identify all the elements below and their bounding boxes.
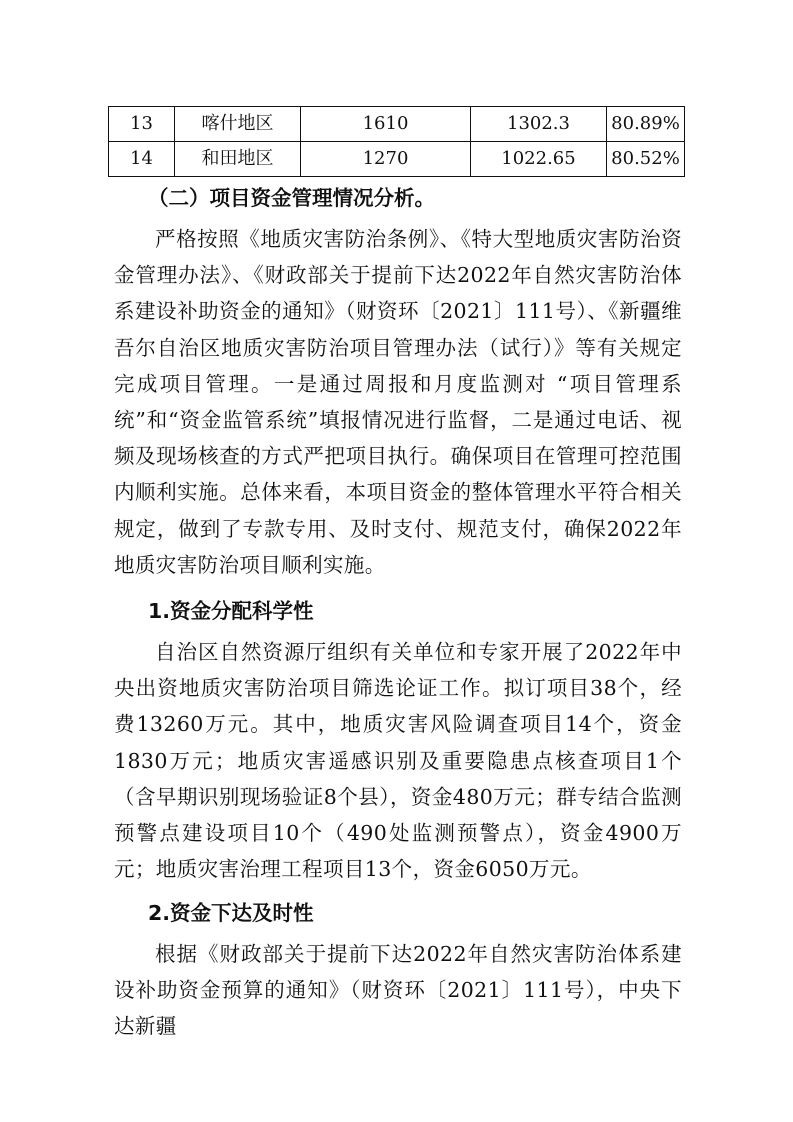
- rate-cell: 80.52%: [607, 142, 685, 177]
- budget-cell: 1610: [301, 107, 471, 142]
- subsection-heading-1: 1.资金分配科学性: [148, 599, 314, 623]
- timeliness-paragraph: 根据《财政部关于提前下达2022年自然灾害防治体系建设补助资金预算的通知》（财资环〔2021〕111号），中央下达新疆: [114, 942, 682, 1039]
- allocation-section: [114, 634, 682, 887]
- funding-table: [108, 106, 685, 177]
- rate-cell: 80.89%: [607, 107, 685, 142]
- timeliness-section: [114, 936, 682, 1045]
- region-cell: 喀什地区: [175, 107, 301, 142]
- table-row: [109, 107, 685, 142]
- section-paragraph: [114, 221, 682, 583]
- management-paragraph: 严格按照《地质灾害防治条例》、《特大型地质灾害防治资金管理办法》、《财政部关于提前下达2022年自然灾害防治体系建设补助资金的通知》（财资环〔2021〕111号）、《新疆维吾尔自治区地质灾害防治项目管理办法（试行）》等有关规定完成项目管理。一是通过周报和月度监测对 “项目管理系统”和“资金监管系统”填报情况进行监督，二是通过电话、视频及现场核查的方式严把项目执行。确保项目在管理可控范围内顺利实施。总体来看，本项目资金的整体管理水平符合相关规定，做到了专款专用、及时支付、规范支付，确保2022年地质灾害防治项目顺利实施。: [114, 227, 682, 577]
- allocation-paragraph: 自治区自然资源厅组织有关单位和专家开展了2022年中央出资地质灾害防治项目筛选论证工作。拟订项目38个，经费13260万元。其中，地质灾害风险调查项目14个，资金1830万元；地质灾害遥感识别及重要隐患点核查项目1个（含早期识别现场验证8个县），资金480万元；群专结合监测预警点建设项目10个（490处监测预警点），资金4900万元；地质灾害治理工程项目13个，资金6050万元。: [114, 640, 682, 882]
- row-index-cell: 14: [109, 142, 175, 177]
- table-row: [109, 142, 685, 177]
- spent-cell: 1302.3: [471, 107, 607, 142]
- spent-cell: 1022.65: [471, 142, 607, 177]
- row-index-cell: 13: [109, 107, 175, 142]
- section-heading: （二）项目资金管理情况分析。: [148, 186, 435, 210]
- budget-cell: 1270: [301, 142, 471, 177]
- region-cell: 和田地区: [175, 142, 301, 177]
- subsection-heading-2: 2.资金下达及时性: [148, 901, 314, 925]
